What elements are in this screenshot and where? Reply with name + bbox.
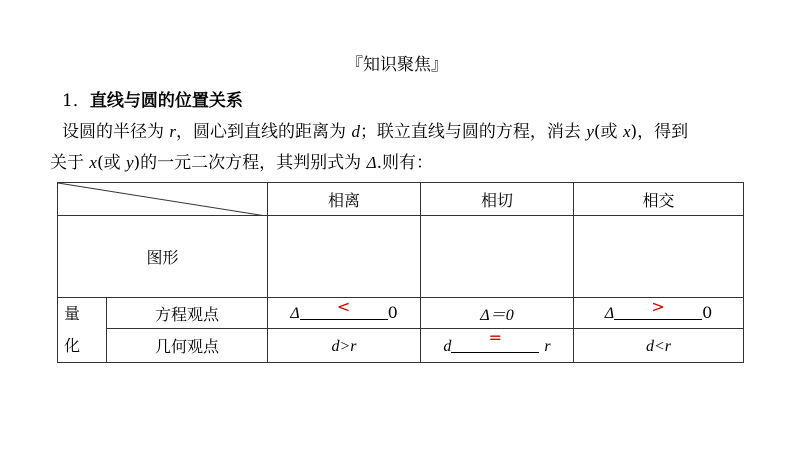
answer-greater-than: > bbox=[651, 297, 665, 317]
figure-cell-tangent bbox=[421, 216, 574, 298]
text: ；联立直线与圆的方程，消去 bbox=[359, 122, 587, 142]
geometry-cell-tangent bbox=[421, 329, 574, 363]
answer-equals: = bbox=[488, 327, 503, 347]
answer-less-than: < bbox=[336, 297, 351, 317]
var-delta: Δ bbox=[366, 153, 377, 172]
answer-blank bbox=[614, 297, 702, 320]
delta: Δ bbox=[604, 305, 615, 323]
label: 图形 bbox=[146, 248, 179, 267]
paragraph-line-2 bbox=[50, 148, 433, 173]
section-number: 1． bbox=[62, 91, 90, 111]
geometry-cell-intersect bbox=[574, 329, 744, 363]
text: )，得到 bbox=[630, 122, 689, 142]
tangent-equation: Δ＝0 bbox=[480, 306, 514, 324]
text: .则有： bbox=[376, 153, 433, 173]
zero: 0 bbox=[387, 303, 398, 323]
var-y: y bbox=[126, 153, 134, 172]
delta: Δ bbox=[290, 305, 300, 323]
answer-blank bbox=[300, 297, 388, 320]
quantify-label bbox=[58, 298, 107, 363]
relation-table bbox=[57, 182, 744, 363]
section-title-text: 直线与圆的位置关系 bbox=[89, 91, 243, 111]
text: ，圆心到直线的距离为 bbox=[176, 122, 352, 142]
text: 设圆的半径为 bbox=[62, 122, 170, 142]
figure-cell-intersect bbox=[574, 216, 744, 298]
var-x: x bbox=[89, 153, 97, 172]
diagonal-header-cell bbox=[58, 183, 268, 216]
label: 化 bbox=[64, 336, 81, 355]
text: )的一元二次方程，其判别式为 bbox=[133, 153, 367, 173]
col-header-tangent: 相切 bbox=[421, 183, 574, 216]
row-label-geometry: 几何观点 bbox=[107, 329, 268, 363]
var-y: y bbox=[586, 122, 594, 141]
section-title bbox=[62, 86, 243, 111]
col-header-separate: 相离 bbox=[268, 183, 421, 216]
var-x: x bbox=[622, 122, 631, 141]
text: 关于 bbox=[50, 153, 90, 173]
text: (或 bbox=[593, 122, 623, 142]
section-heading: 『知识聚焦』 bbox=[346, 55, 448, 75]
var-r: r bbox=[169, 122, 177, 141]
figure-cell-separate bbox=[268, 216, 421, 298]
var-d: d bbox=[443, 337, 452, 355]
geom-separate: d>r bbox=[331, 337, 357, 355]
geom-intersect: d<r bbox=[645, 337, 672, 355]
text: (或 bbox=[96, 153, 126, 173]
row-label-equation: 方程观点 bbox=[107, 298, 268, 329]
var-d: d bbox=[351, 122, 360, 141]
zero: 0 bbox=[702, 303, 713, 323]
equation-cell-separate bbox=[268, 298, 421, 329]
col-header-intersect: 相交 bbox=[574, 183, 744, 216]
diagonal-line bbox=[58, 183, 266, 216]
paragraph-line-1 bbox=[62, 117, 688, 142]
equation-cell-intersect bbox=[574, 298, 744, 329]
var-r: r bbox=[544, 337, 551, 355]
equation-cell-tangent bbox=[421, 298, 574, 329]
answer-blank bbox=[451, 327, 539, 353]
row-label-figure bbox=[58, 216, 268, 298]
geometry-cell-separate bbox=[268, 329, 421, 363]
label: 量 bbox=[64, 304, 81, 323]
